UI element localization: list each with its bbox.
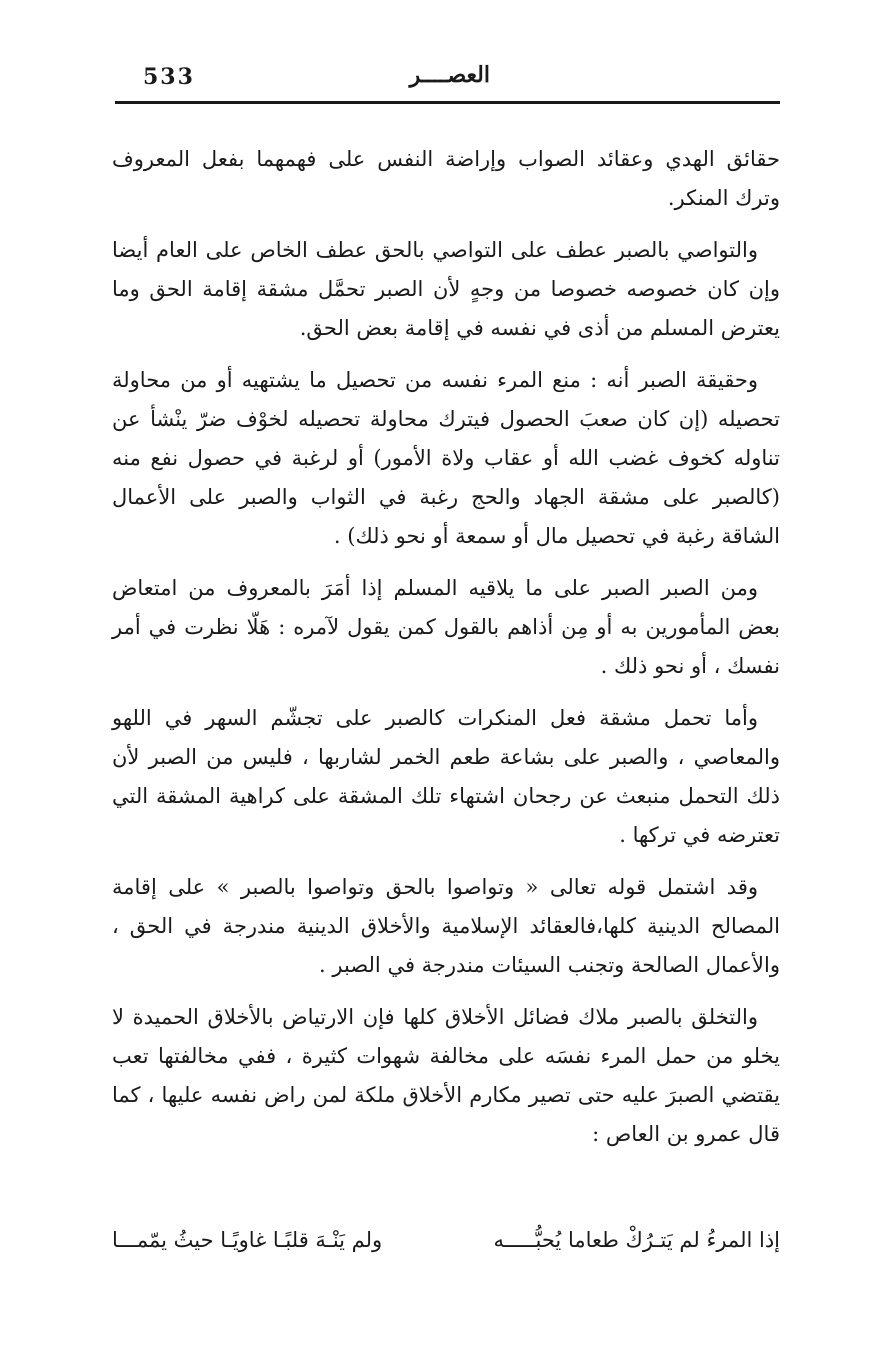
paragraph-1: حقائق الهدي وعقائد الصواب وإراضة النفس على فهمهما بفعل المعروف وترك المنكر. <box>112 147 780 210</box>
paragraph-3: وحقيقة الصبر أنه : منع المرء نفسه من تحصيل ما يشتهيه أو من محاولة تحصيله (إن كان صعبَ الحصول فيترك محاولة تحصيله لخوْف ضرّ ينْشأ عن تناوله كخوف غضب الله أو عقاب ولاة الأمور) أو لرغبة في حصول نفع منه (كالصبر على مشقة الجهاد والحج رغبة في الثواب والصبر على الأعمال الشاقة رغبة في تحصيل مال أو سمعة أو نحو ذلك) . <box>112 368 780 548</box>
paragraph-4: ومن الصبر الصبر على ما يلاقيه المسلم إذا أمَرَ بالمعروف من امتعاض بعض المأمورين به أو مِن أذاهم بالقول كمن يقول لآمره : هَلّا نظرت في أمر نفسك ، أو نحو ذلك . <box>112 576 780 678</box>
page-number: 533 <box>143 64 195 90</box>
page-header <box>115 58 780 98</box>
verse-second-hemistich: ولم يَنْـهَ قلبًـا غاويًـا حيثُ يمّمـــا <box>112 1228 383 1252</box>
header-rule <box>115 101 780 104</box>
running-title: العصــــر <box>409 62 490 88</box>
poetry-verse <box>112 1220 780 1260</box>
paragraph-2: والتواصي بالصبر عطف على التواصي بالحق عطف الخاص على العام أيضا وإن كان خصوصه خصوصا من وجهٍ لأن الصبر تحمَّل مشقة إقامة الحق وما يعترض المسلم من أذى في نفسه في إقامة بعض الحق. <box>112 238 780 340</box>
body-text <box>112 140 780 1167</box>
paragraph-6: وقد اشتمل قوله تعالى « وتواصوا بالحق وتواصوا بالصبر » على إقامة المصالح الدينية كلها،فالعقائد الإسلامية والأخلاق الدينية مندرجة في الحق ، والأعمال الصالحة وتجنب السيئات مندرجة في الصبر . <box>112 875 780 977</box>
paragraph-7: والتخلق بالصبر ملاك فضائل الأخلاق كلها فإن الارتياض بالأخلاق الحميدة لا يخلو من حمل المرء نفسَه على مخالفة شهوات كثيرة ، ففي مخالفتها تعب يقتضي الصبرَ عليه حتى تصير مكارم الأخلاق ملكة لمن راض نفسه عليها ، كما قال عمرو بن العاص : <box>112 1005 780 1146</box>
paragraph-5: وأما تحمل مشقة فعل المنكرات كالصبر على تجشّم السهر في اللهو والمعاصي ، والصبر على بشاعة طعم الخمر لشاربها ، فليس من الصبر لأن ذلك التحمل منبعث عن رجحان اشتهاء تلك المشقة على كراهية المشقة التي تعترضه في تركها . <box>112 706 780 847</box>
verse-first-hemistich: إذا المرءُ لم يَتـرُكْ طعاما يُحبُّـــــه <box>493 1228 780 1252</box>
